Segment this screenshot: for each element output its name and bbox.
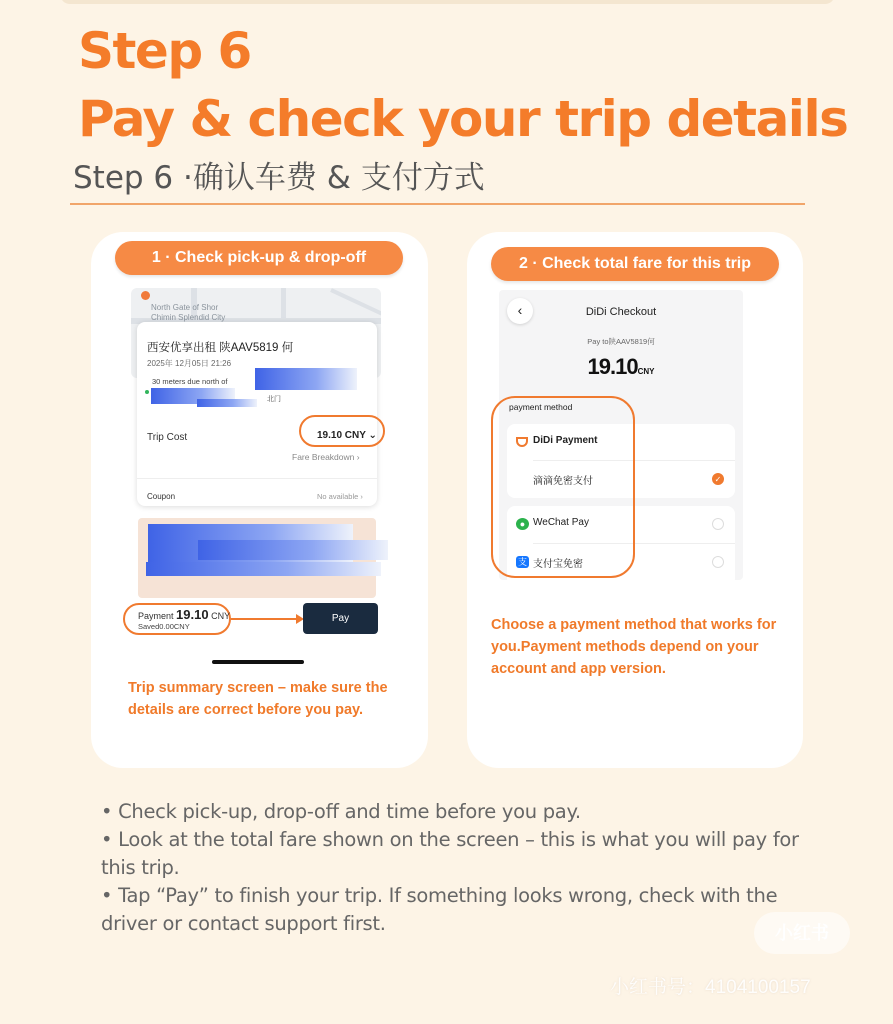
promo-banner — [138, 518, 376, 598]
trip-date: 2025年 12月05日 21:26 — [147, 359, 232, 368]
arrow-line — [231, 618, 299, 620]
radio-unselected[interactable] — [712, 556, 724, 568]
page-title: Pay & check your trip details — [78, 90, 848, 148]
map-label: North Gate of Shor Chimin Splendid City — [151, 303, 226, 322]
card-2-pill: 2 · Check total fare for this trip — [491, 247, 779, 281]
selected-check-icon[interactable]: ✓ — [712, 473, 724, 485]
bullet-item: • Look at the total fare shown on the screen – this is what you will pay for this trip. — [101, 828, 799, 879]
card-1-pill: 1 · Check pick-up & drop-off — [115, 241, 403, 275]
payment-summary: Payment 19.10 CNY Saved0.00CNY — [123, 603, 231, 635]
header-divider — [70, 203, 805, 205]
pickup-location: 30 meters due north of — [152, 377, 228, 386]
watermark-id: 小红书号：4104100157 — [610, 977, 811, 998]
radio-unselected[interactable] — [712, 518, 724, 530]
checkout-title: DiDi Checkout — [585, 306, 657, 318]
back-icon[interactable]: ‹ — [507, 298, 533, 324]
card-1-description: Trip summary screen – make sure the details are correct before you pay. — [128, 680, 388, 718]
home-indicator — [212, 660, 304, 664]
pickup-dot-icon — [145, 390, 149, 394]
redacted-block — [197, 399, 257, 407]
instruction-bullets — [101, 798, 801, 938]
map-pin-icon — [141, 291, 150, 300]
trip-cost-value[interactable]: 19.10 CNY ⌄ — [317, 430, 377, 441]
watermark-badge: 小红书 — [754, 912, 850, 954]
redacted-block — [146, 562, 381, 576]
trip-cost-label: Trip Cost — [147, 432, 188, 443]
trip-details-panel — [137, 322, 377, 506]
trip-summary-card — [91, 232, 428, 768]
checkout-card — [467, 232, 803, 768]
wechat-icon: ● — [516, 518, 529, 530]
pay-to: Pay to陕AAV5819何 — [587, 337, 655, 346]
highlight-ring — [299, 415, 385, 447]
payment-option-alipay[interactable]: 支 支付宝免密 — [507, 544, 735, 580]
payment-option-wechat[interactable]: ● WeChat Pay — [507, 506, 735, 542]
bullet-item: • Tap “Pay” to finish your trip. If something looks wrong, check with the driver or contact support first. — [101, 884, 778, 935]
payment-option-didi[interactable]: DiDi Payment — [507, 424, 735, 460]
checkout-amount: 19.10CNY — [587, 354, 655, 379]
dropoff-location: 北门 — [267, 396, 281, 403]
payment-option-didi-nopwd[interactable]: 滴滴免密支付 ✓ — [507, 461, 735, 497]
payment-method-label: payment method — [509, 402, 573, 412]
redacted-block — [198, 540, 388, 560]
step-title: Step 6 — [78, 22, 251, 80]
alipay-icon: 支 — [517, 557, 527, 567]
bullet-item: • Check pick-up, drop-off and time before you pay. — [101, 800, 581, 823]
coupon-label: Coupon — [147, 492, 176, 501]
top-bar — [60, 0, 835, 4]
driver-vehicle: 西安优享出租 陕AAV5819 何 — [147, 342, 294, 354]
redacted-block — [255, 368, 357, 390]
fare-breakdown-link[interactable]: Fare Breakdown › — [292, 452, 360, 462]
page-subtitle: Step 6 ·确认车费 & 支付方式 — [73, 160, 485, 196]
coupon-value[interactable]: No available › — [317, 492, 363, 501]
highlight-ring — [491, 396, 635, 578]
card-2-description: Choose a payment method that works for you.Payment methods depend on your account and app version. — [491, 617, 777, 677]
pay-button[interactable]: Pay — [303, 603, 378, 634]
